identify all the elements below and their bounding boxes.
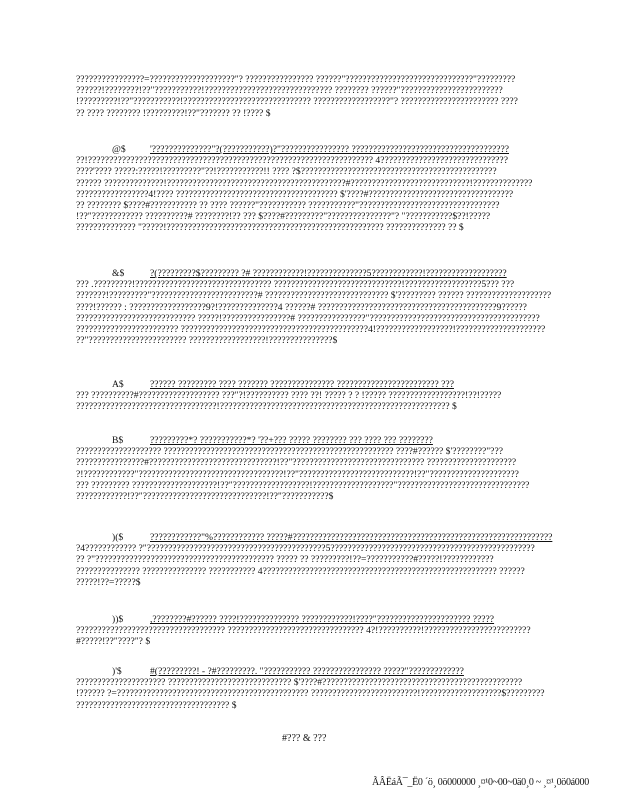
paragraph-line: ?(?????????$????????? ?# ????????????!??????????????5????????????!??????????????????? [150, 268, 507, 279]
paragraph-line: ??????????????????????????????????? ???????????????????????????????? 4?!??????????!????????????????????????? [76, 625, 531, 637]
paragraph-line: ?????? ??????????????!??????????????????????????????????????????#????????????????????????????!?????????????? [76, 177, 533, 189]
paragraph-line: '??????????????"?(???????????)?"???????????????? ????????????????????????????????????? [150, 144, 510, 155]
paragraph-line: ?!????????????"??????????????????????????????????!??"???????????????????????????!??"????????????????????? [76, 468, 519, 480]
paragraph-line: ??!??????????????????????????????????????????????????????????????????? 4?????????????????????????????? [76, 155, 508, 167]
paragraph-line: ???????????????????????????? ?????!????????????????# ????????????????"???????????????????????????????????????? [76, 312, 540, 324]
paragraph-heading-line [76, 268, 566, 279]
paragraph-6 [76, 532, 566, 588]
paragraph-line: ??????!????????!??"???????????!?????????????????????????????? ???????? ??????"???????????????????????? [76, 85, 503, 97]
paragraph-line: ?? ???????? $????#??????????? ?? ???? ??????"??????????? ???????????"????????????????????????????????? [76, 200, 500, 212]
paragraph-number: ))$ [112, 614, 124, 625]
paragraph-heading-line [76, 435, 566, 446]
paragraph-7 [76, 614, 566, 648]
paragraph-line: ??? ??????????#??????????????????? ???"?!?????????? ???? ??! ????? ? ? !????? ??????????????????!??!????? [76, 390, 502, 402]
paragraph-line: ?????????????????4!???? ?????????????????????????????????????? $'????#?????????????????????????????????? [76, 188, 514, 200]
paragraph-line: ???????!?????????"?????????????????????????# ????????????????????????????? $'????????? ?????? ???????????????????? [76, 290, 552, 302]
paragraph-line: ?? ???? ???????? !?????????!??"??????? ?? !???? $ [76, 107, 271, 119]
paragraph-heading-line [76, 666, 566, 677]
paragraph-line: ,????????#?????? ????!?????????????? ????????????!????"?????????????????????? ????? [150, 614, 495, 625]
paragraph-3 [76, 268, 566, 346]
paragraph-line: #?????!??"????"? $ [76, 636, 151, 648]
paragraph-number: )($ [112, 532, 124, 543]
paragraph-number: &$ [112, 268, 125, 279]
paragraph-line: ???????????????????????????????????? $ [76, 699, 237, 711]
paragraph-line: ???????????????????????? ????????????????????????????????????????????4!??????????????????!????????????????????? [76, 324, 546, 336]
paragraph-1 [76, 74, 566, 119]
paragraph-line: ????????????????????? ????????????????????????????? $'????#??????????????????????????????????????????????? [76, 677, 523, 689]
paragraph-line: ????????????????#??????????????????????????????!??"??????????????????????????????? ????????????????????? [76, 457, 517, 469]
paragraph-line: ???????????????????? ?????????????????????????????????????????????????????? ????#?????? $'????????"??? [76, 446, 503, 458]
paragraph-heading-line [76, 144, 566, 155]
paragraph-line: ??? ????????? ????????????????????!??"??????????????????!???????????????????"??????????????????????????????? [76, 479, 530, 491]
paragraph-line: ?????????*? ???????????*? '??+??? ????? ???????? ??? ???? ??? ???????? [150, 435, 433, 446]
paragraph-line: ??????????????? ??????????????? ??????????? 4??????????????????????????????????????????????????????? ?????? [76, 565, 525, 577]
paragraph-8 [76, 666, 566, 711]
paragraph-line: ??"??????????????????????? ??????????????????!???????????????$ [76, 335, 338, 347]
paragraph-4 [76, 379, 566, 413]
paragraph-line: ????????????????=????????????????????"? ???????????????? ??????"??????????????????????????????"????????? [76, 74, 516, 85]
paragraph-line: ?4???????????? ?"??????????????????????????????????????????5???????????????????????????????????????????????? [76, 543, 535, 555]
paragraph-line: !?????????!??"???????????!?????????????????????????????? ??????????????????"? ??????????????????????? ???? [76, 96, 518, 108]
paragraph-number: A$ [112, 379, 124, 390]
page-number: #??? & ??? [282, 733, 327, 744]
paragraph-heading-line [76, 379, 566, 390]
paragraph-line: ?????!??=?????$ [76, 576, 141, 588]
paragraph-2 [76, 144, 566, 234]
paragraph-line: #(?????????! - ?#?????????. "??????????? ???????????????? ?????"????????????? [150, 666, 464, 677]
paragraph-line: ????'???? ?????:?????!?????????"??!???????????!! ???? ?$?????????????????????????????????????????????? [76, 166, 497, 178]
paragraph-number: )'$ [112, 666, 122, 677]
paragraph-number: B$ [112, 435, 124, 446]
paragraph-line: ?????????????? "?????!??????????????????????????????????????????????????? ?????????????? ?? $ [76, 222, 464, 234]
footer-signature-text: ÃÂËáÃ¯_Ë0 ´ö¸ 0ö000000 ¸¤¹0~00~0ä0¸0 ~ ¸¤¹¸0ö0á000 [372, 777, 589, 788]
paragraph-line: !?????? ?=????????????????????????????????????????????? ?????????????????????????!???????????????????$????????? [76, 688, 545, 700]
paragraph-line: !??"???????????? ??????????# ????????!?? ??? $????#?????????"???????????????"? "???????????$??!????? [76, 211, 491, 223]
paragraph-line: ????????????"%???????????? ?????#????????????????????????????????????????????????????????????? [150, 532, 553, 543]
paragraph-line: ????????????!??"?????????????????????????????!??"???????????$ [76, 491, 334, 503]
paragraph-line: ?????? ????????? ???? ??????? ??????????????? ???????????????????????? ??? [150, 379, 454, 390]
paragraph-number: @$ [112, 144, 126, 155]
paragraph-line: ??? .?????????!???????????????????????????????? ??????????????????????????????!??????????????????5??? ??? [76, 279, 515, 291]
paragraph-heading-line [76, 532, 566, 543]
paragraph-line: ????!?????? : ??????????????????9?!??????????????4 ??????# ??????????????????????????????????????????9?????? [76, 301, 527, 313]
paragraph-5 [76, 435, 566, 502]
paragraph-line: ?? ?"?????????????????????????????????????????? ????? ?? ?????????!??=???????????#?????!???????????? [76, 554, 494, 566]
paragraph-line: ?????????????????????????????????!?????????????????????????????????????????????????????? $ [76, 401, 457, 413]
paragraph-heading-line [76, 614, 566, 625]
